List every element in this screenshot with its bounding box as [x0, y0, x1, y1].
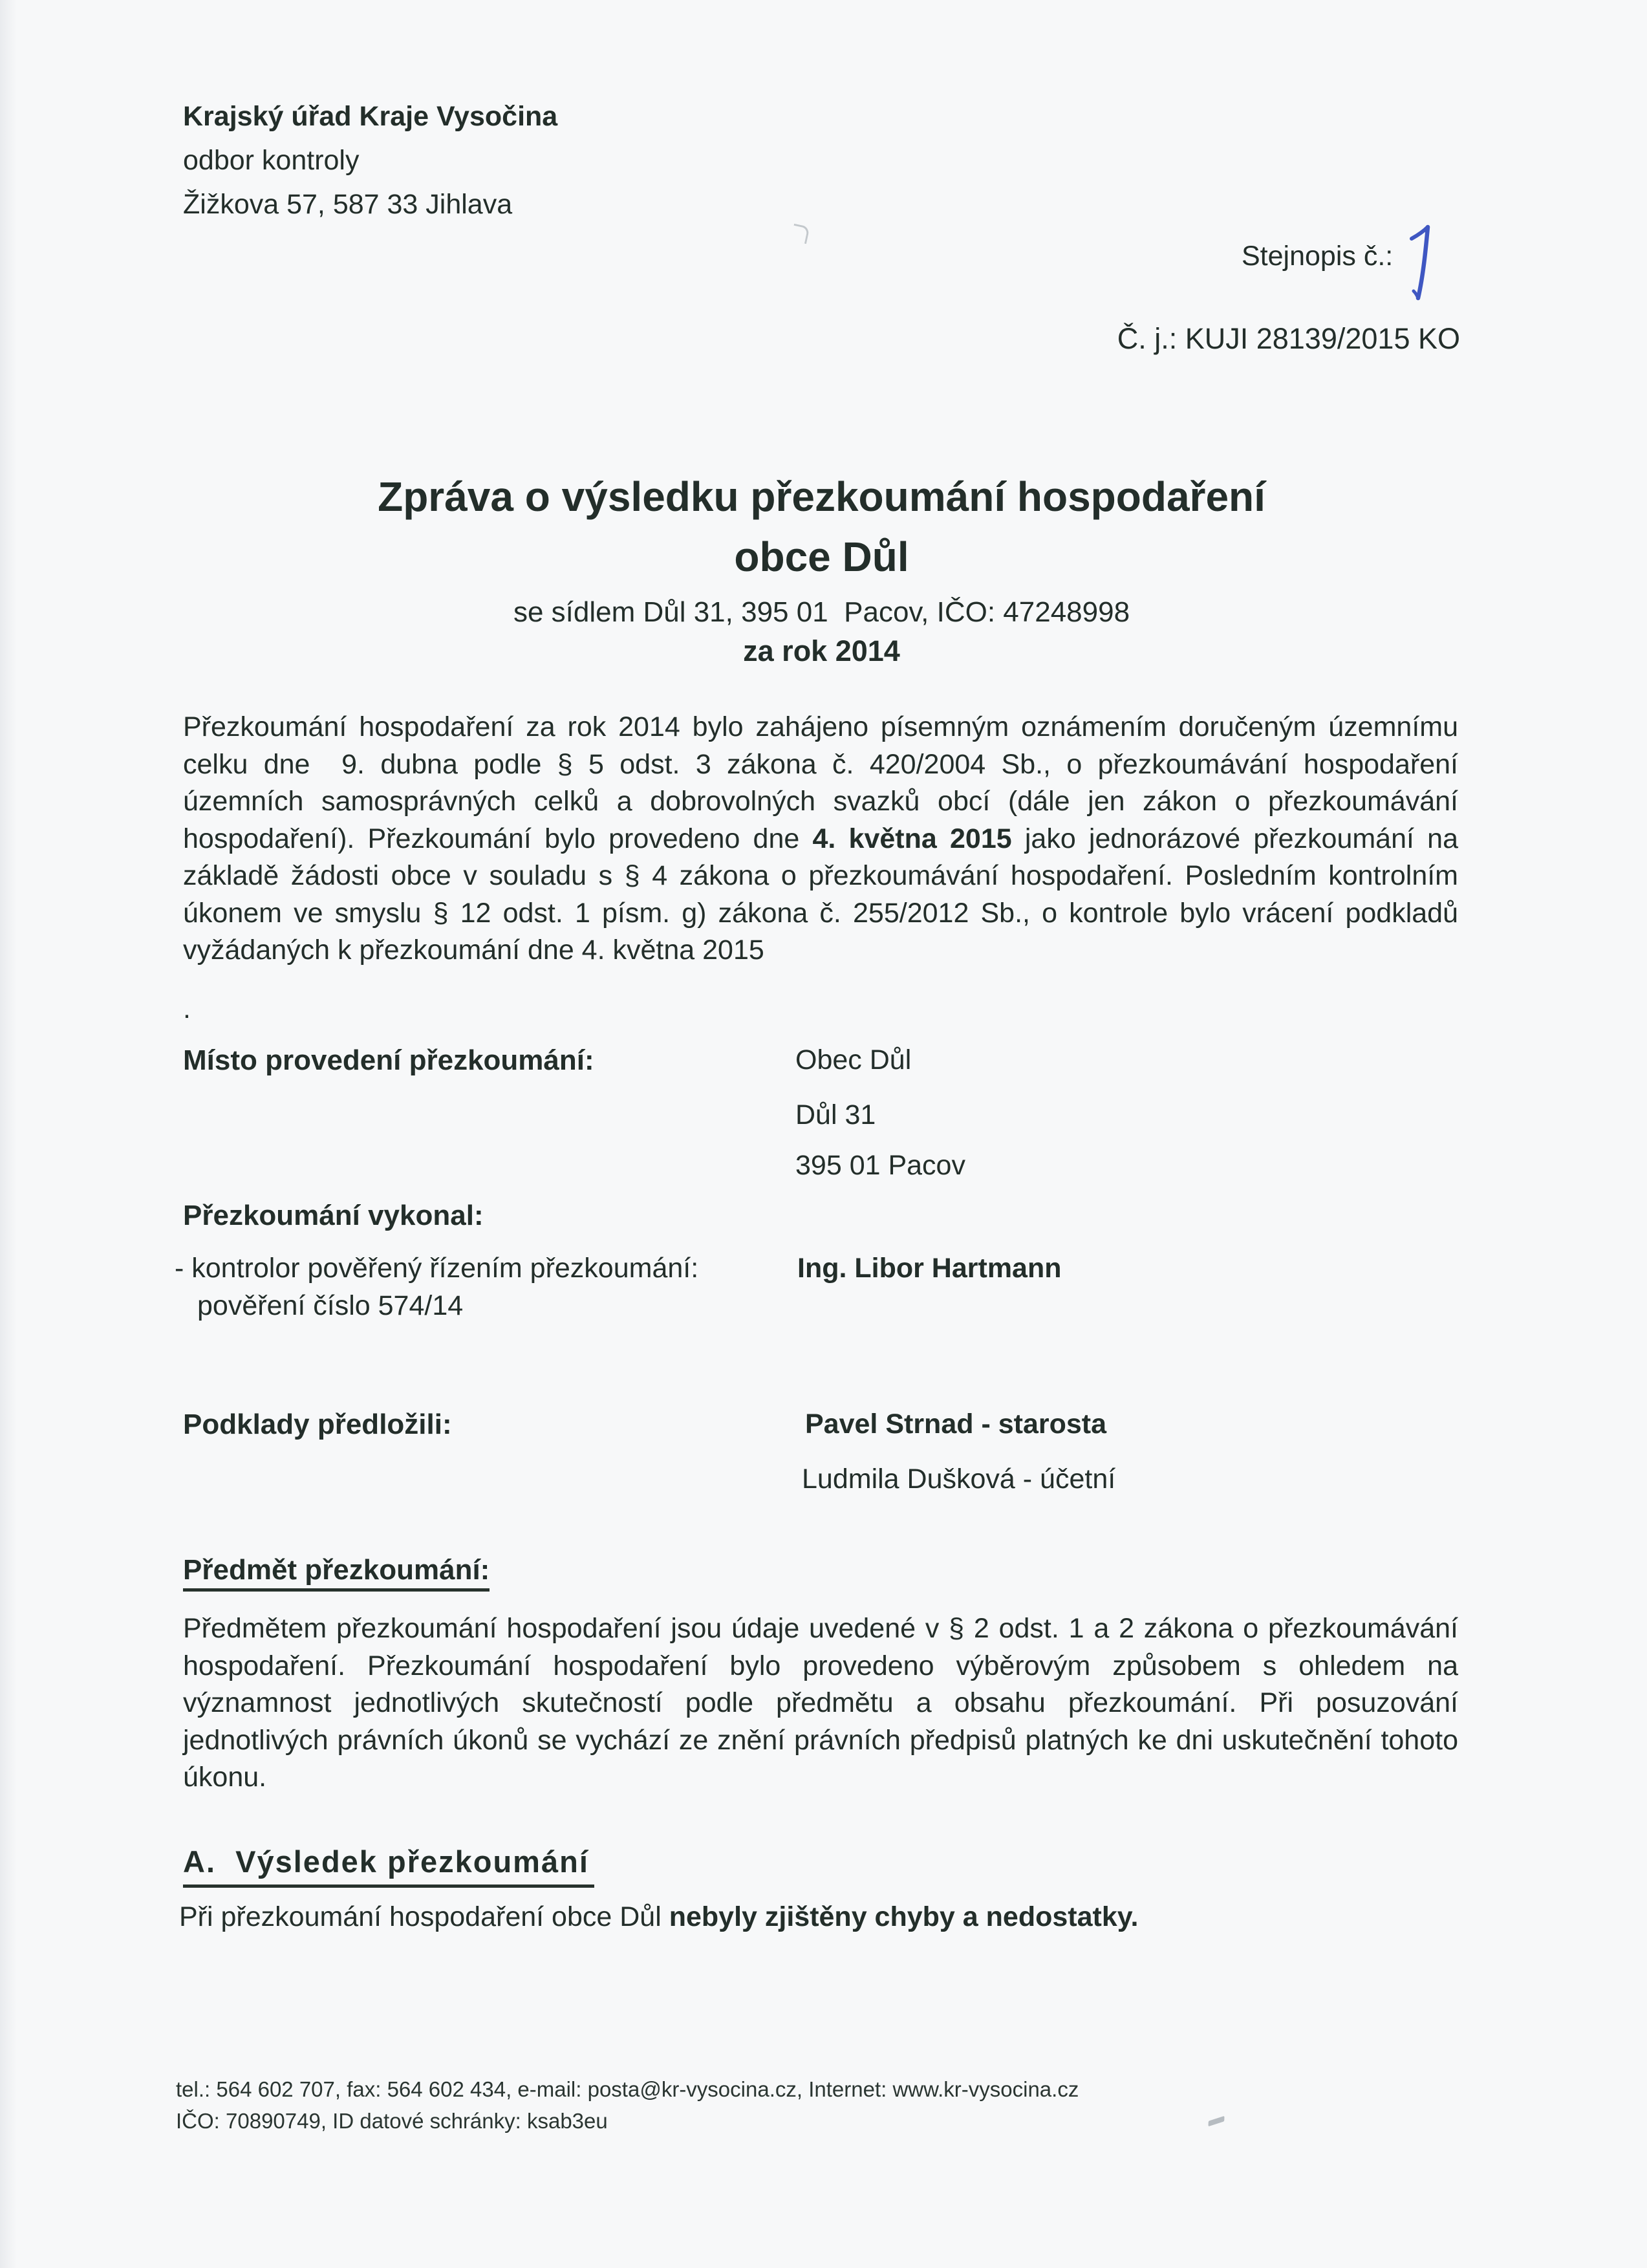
handwritten-copy-number [1405, 221, 1438, 304]
vysledek-heading: A. Výsledek přezkoumání [183, 1844, 594, 1888]
intro-paragraph [183, 709, 1458, 969]
footer-contact-line: tel.: 564 602 707, fax: 564 602 434, e-mail: posta@kr-vysocina.cz, Internet: www.kr-vysocina.cz [176, 2077, 1079, 2101]
intro-text: Přezkoumání hospodaření za rok 2014 bylo zahájeno písemným oznámením doručeným územnímu celku dne 9. dubna podle § 5 odst. 3 zákona č. 420/2004 Sb., o přezkoumávání hospodaření územních samosprávných celků a dobrovolných svazků obcí (dále jen zákon o přezkoumávání hospodaření). Přezkoumání bylo provedeno dne [183, 711, 1458, 854]
authorization-number: pověření číslo 574/14 [197, 1290, 464, 1321]
footer-ico-line: IČO: 70890749, ID datové schránky: ksab3eu [176, 2109, 608, 2133]
reference-number: Č. j.: KUJI 28139/2015 KO [1117, 322, 1460, 355]
predmet-heading [183, 1554, 490, 1592]
letterhead-address: Žižkova 57, 587 33 Jihlava [183, 189, 513, 220]
misto-addr1: Důl 31 [795, 1099, 876, 1130]
report-title-line2: obce Důl [734, 534, 909, 580]
report-title-line1: Zpráva o výsledku přezkoumání hospodaření [378, 473, 1265, 520]
report-title [183, 467, 1460, 587]
person-ucetni: Ludmila Dušková - účetní [802, 1463, 1116, 1495]
standalone-period: . [183, 993, 191, 1024]
misto-label: Místo provedení přezkoumání: [183, 1044, 594, 1076]
person-starosta: Pavel Strnad - starosta [805, 1409, 1107, 1440]
predmet-label: Předmět přezkoumání: [183, 1554, 490, 1592]
predmet-paragraph: Předmětem přezkoumání hospodaření jsou údaje uvedené v § 2 odst. 1 a 2 zákona o přezkoumávání hospodaření. Přezkoumání hospodaření bylo provedeno výběrovým způsobem s ohledem na významnost jednotlivých skutečností podle předmětu a obsahu přezkoumání. Při posuzování jednotlivých právních úkonů se vychází ze znění právních předpisů platných ke dni uskutečnění tohoto úkonu. [183, 1613, 1458, 1793]
page-footer [176, 2073, 1079, 2137]
vysledek-heading-wrap [183, 1844, 594, 1888]
intro-text-cont: jako jednorázové přezkoumání na základě žádosti obce v souladu s § 4 zákona o přezkoumávání hospodaření. Posledním kontrolním úkonem ve smyslu § 12 odst. 1 písm. g) zákona č. 255/2012 Sb., o kontrole bylo vrácení podkladů vyžádaných k přezkoumání dne 4. května 2015 [183, 823, 1458, 966]
copy-number-label: Stejnopis č.: [1242, 241, 1394, 272]
vykonal-label: Přezkoumání vykonal: [183, 1200, 484, 1231]
report-year: za rok 2014 [743, 634, 900, 667]
misto-org: Obec Důl [795, 1044, 912, 1075]
letterhead-org: Krajský úřad Kraje Vysočina [183, 101, 558, 132]
intro-date: 4. května 2015 [812, 823, 1012, 854]
vysledek-result-line [179, 1899, 1138, 1936]
misto-addr2: 395 01 Pacov [795, 1150, 965, 1181]
podklady-label: Podklady předložili: [183, 1409, 452, 1440]
letterhead-dept: odbor kontroly [183, 145, 360, 176]
scan-artifact-curl [790, 224, 810, 244]
report-subtitle: se sídlem Důl 31, 395 01 Pacov, IČO: 47248998 [513, 596, 1130, 628]
kontrolor-role: - kontrolor pověřený řízením přezkoumání: [175, 1253, 699, 1284]
result-bold-text: nebyly zjištěny chyby a nedostatky. [669, 1901, 1139, 1932]
kontrolor-name: Ing. Libor Hartmann [797, 1253, 1062, 1284]
result-text: Při přezkoumání hospodaření obce Důl [179, 1901, 669, 1932]
scan-artifact-mark [1208, 2116, 1224, 2127]
